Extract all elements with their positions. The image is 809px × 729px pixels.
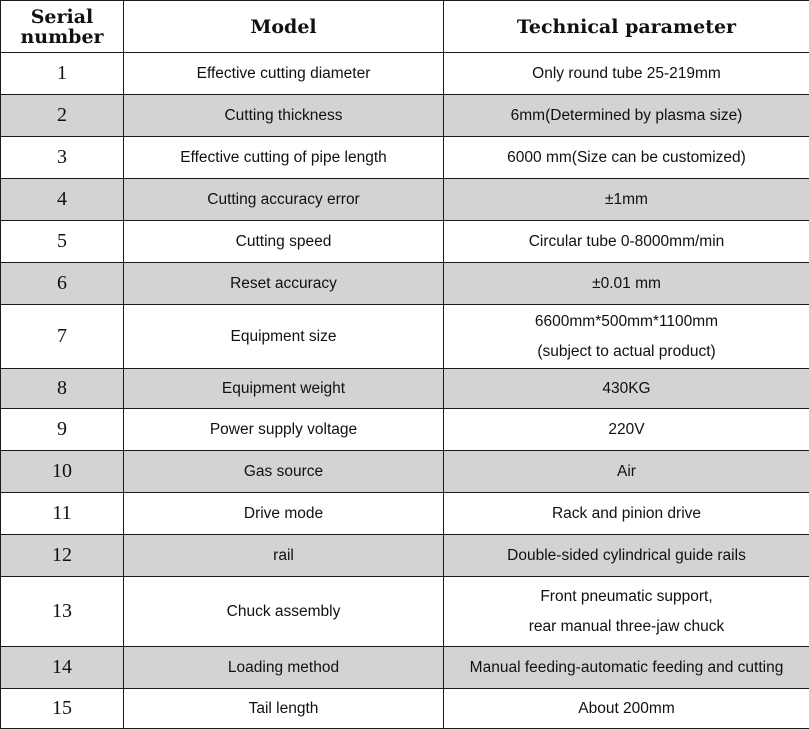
header-model: Model bbox=[124, 1, 444, 53]
parameter-cell bbox=[444, 451, 809, 493]
table-row bbox=[1, 493, 809, 535]
parameter-line: Rack and pinion drive bbox=[448, 499, 805, 529]
parameter-line: Air bbox=[448, 457, 805, 487]
parameter-line: About 200mm bbox=[448, 694, 805, 724]
parameter-cell bbox=[444, 137, 809, 179]
serial-cell: 13 bbox=[1, 577, 124, 647]
serial-cell: 10 bbox=[1, 451, 124, 493]
table-row bbox=[1, 221, 809, 263]
parameter-line: Only round tube 25-219mm bbox=[448, 59, 805, 89]
model-cell: Gas source bbox=[124, 451, 444, 493]
table-header-row bbox=[1, 1, 809, 53]
table-row bbox=[1, 577, 809, 647]
serial-cell: 5 bbox=[1, 221, 124, 263]
parameter-line: Front pneumatic support, bbox=[448, 582, 805, 612]
table-row bbox=[1, 137, 809, 179]
serial-cell: 9 bbox=[1, 409, 124, 451]
model-cell: Equipment weight bbox=[124, 369, 444, 409]
serial-cell: 7 bbox=[1, 305, 124, 369]
model-cell: Effective cutting diameter bbox=[124, 53, 444, 95]
parameter-cell bbox=[444, 689, 809, 729]
model-cell: Drive mode bbox=[124, 493, 444, 535]
serial-cell: 11 bbox=[1, 493, 124, 535]
parameter-line: (subject to actual product) bbox=[448, 337, 805, 367]
model-cell: Cutting speed bbox=[124, 221, 444, 263]
table-row bbox=[1, 369, 809, 409]
parameter-line: rear manual three-jaw chuck bbox=[448, 612, 805, 642]
model-cell: rail bbox=[124, 535, 444, 577]
header-parameter: Technical parameter bbox=[444, 1, 809, 53]
parameter-line: 6000 mm(Size can be customized) bbox=[448, 143, 805, 173]
parameter-line: Manual feeding-automatic feeding and cutting bbox=[448, 653, 805, 683]
serial-cell: 12 bbox=[1, 535, 124, 577]
parameter-cell bbox=[444, 577, 809, 647]
parameter-cell bbox=[444, 493, 809, 535]
parameter-cell bbox=[444, 535, 809, 577]
table-row bbox=[1, 451, 809, 493]
parameter-line: 220V bbox=[448, 415, 805, 445]
parameter-cell bbox=[444, 95, 809, 137]
model-cell: Reset accuracy bbox=[124, 263, 444, 305]
table-row bbox=[1, 95, 809, 137]
model-cell: Chuck assembly bbox=[124, 577, 444, 647]
parameter-line: Double-sided cylindrical guide rails bbox=[448, 541, 805, 571]
header-serial: Serial number bbox=[1, 1, 124, 53]
serial-cell: 14 bbox=[1, 647, 124, 689]
serial-cell: 6 bbox=[1, 263, 124, 305]
parameter-cell bbox=[444, 179, 809, 221]
table-row bbox=[1, 689, 809, 729]
table-row bbox=[1, 179, 809, 221]
serial-cell: 2 bbox=[1, 95, 124, 137]
serial-cell: 8 bbox=[1, 369, 124, 409]
model-cell: Cutting thickness bbox=[124, 95, 444, 137]
model-cell: Tail length bbox=[124, 689, 444, 729]
table-row bbox=[1, 647, 809, 689]
parameter-cell bbox=[444, 305, 809, 369]
model-cell: Effective cutting of pipe length bbox=[124, 137, 444, 179]
model-cell: Power supply voltage bbox=[124, 409, 444, 451]
model-cell: Loading method bbox=[124, 647, 444, 689]
parameter-line: 6600mm*500mm*1100mm bbox=[448, 307, 805, 337]
parameter-line: ±1mm bbox=[448, 185, 805, 215]
table-row bbox=[1, 535, 809, 577]
model-cell: Equipment size bbox=[124, 305, 444, 369]
parameter-cell bbox=[444, 409, 809, 451]
table-row bbox=[1, 53, 809, 95]
serial-cell: 4 bbox=[1, 179, 124, 221]
parameter-cell bbox=[444, 369, 809, 409]
serial-cell: 1 bbox=[1, 53, 124, 95]
parameter-cell bbox=[444, 647, 809, 689]
parameter-line: 430KG bbox=[448, 374, 805, 404]
table-row bbox=[1, 305, 809, 369]
parameter-cell bbox=[444, 263, 809, 305]
table-row bbox=[1, 409, 809, 451]
parameter-line: ±0.01 mm bbox=[448, 269, 805, 299]
parameter-cell bbox=[444, 221, 809, 263]
model-cell: Cutting accuracy error bbox=[124, 179, 444, 221]
table-body bbox=[1, 53, 809, 729]
serial-cell: 15 bbox=[1, 689, 124, 729]
serial-cell: 3 bbox=[1, 137, 124, 179]
parameter-line: Circular tube 0-8000mm/min bbox=[448, 227, 805, 257]
table-row bbox=[1, 263, 809, 305]
parameter-cell bbox=[444, 53, 809, 95]
parameter-line: 6mm(Determined by plasma size) bbox=[448, 101, 805, 131]
